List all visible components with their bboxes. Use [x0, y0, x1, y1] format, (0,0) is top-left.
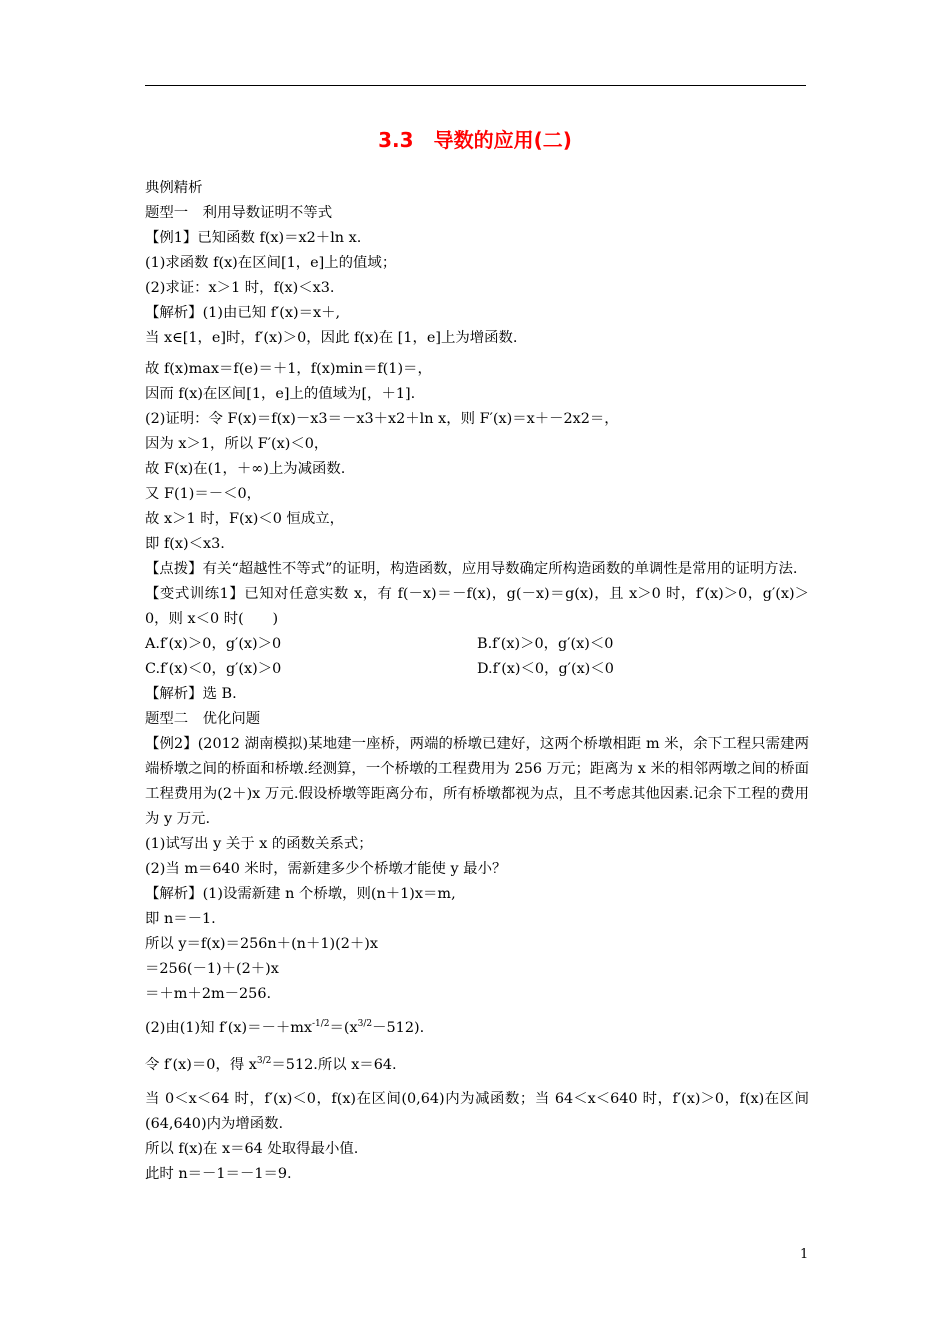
- options-row: [145, 632, 809, 657]
- monotonicity-line: 当 0＜x＜64 时，f′(x)＜0，f(x)在区间(0,64)内为减函数；当 64＜x＜640 时，f′(x)＞0，f(x)在区间(64,640)内为增函数.: [145, 1091, 809, 1132]
- option-b: B.f′(x)＞0，g′(x)＜0: [477, 636, 614, 652]
- example1-question1: (1)求函数 f(x)在区间[1，e]上的值域；: [145, 255, 397, 271]
- solution-line: 因为 x＞1，所以 F′(x)＜0，: [145, 436, 329, 452]
- solution-line: 故 f(x)max＝f(e)＝＋1，f(x)min＝f(1)＝，: [145, 361, 432, 377]
- zero-line: 令 f′(x)＝0，得 $x^{3/2}=512$.所以 x＝64.: [145, 1056, 397, 1073]
- example2-prompt: 【例2】(2012 湖南模拟)某地建一座桥，两端的桥墩已建好，这两个桥墩相距 m 米，余下工程只需建两端桥墩之间的桥面和桥墩.经测算，一个桥墩的工程费用为 256 万元；距离为 x 米的相邻两墩之间的桥面工程费用为(2＋)x 万元.假设桥墩等距离分布，所有桥墩都视为点，且不考虑其他因素.记余下工程的费用为 y 万元.: [145, 736, 809, 827]
- exponent: -1/2: [312, 1019, 330, 1030]
- solution-line: 因而 f(x)在区间[1，e]上的值域为[，＋1].: [145, 386, 416, 402]
- derivative-line: (2)由(1)知 $f'(x)=-+mx^{-1/2}=(x^{3/2}-512)$.: [145, 1019, 425, 1036]
- variant1-answer: 【解析】选 B.: [145, 686, 237, 702]
- header-rule: [145, 85, 806, 86]
- example1-tip: 【点拨】有关“超越性不等式”的证明，构造函数，应用导数确定所构造函数的单调性是常用的证明方法.: [145, 561, 798, 577]
- options-row: [145, 657, 809, 682]
- example1-prompt: 【例1】已知函数 f(x)＝x2＋ln x.: [145, 230, 362, 246]
- example1-question2: (2)求证：x＞1 时，f(x)＜x3.: [145, 280, 335, 296]
- solution-line: 所以 y＝f(x)＝256n＋(n＋1)(2＋)x: [145, 936, 378, 952]
- solution-line: 故 x＞1 时，F(x)＜0 恒成立，: [145, 511, 344, 527]
- exponent: 3/2: [256, 1056, 272, 1067]
- solution-line: ＝256(－1)＋(2＋)x: [145, 961, 279, 977]
- solution-line: 即 n＝－1.: [145, 911, 216, 927]
- option-a: A.f′(x)＞0，g′(x)＞0: [145, 636, 282, 652]
- variant1-prompt: 【变式训练1】已知对任意实数 x，有 f(－x)＝－f(x)，g(－x)＝g(x)，且 x＞0 时，f′(x)＞0，g′(x)＞0，则 x＜0 时( ): [145, 586, 809, 627]
- example2-question2: (2)当 m＝640 米时，需新建多少个桥墩才能使 y 最小？: [145, 861, 507, 877]
- option-c: C.f′(x)＜0，g′(x)＞0: [145, 661, 282, 677]
- solution-line: 故 F(x)在(1，＋∞)上为减函数.: [145, 461, 346, 477]
- solution-line: 【解析】(1)设需新建 n 个桥墩，则(n＋1)x＝m,: [145, 886, 456, 902]
- option-d: D.f′(x)＜0，g′(x)＜0: [477, 661, 614, 677]
- solution-line: 所以 f(x)在 x＝64 处取得最小值.: [145, 1141, 359, 1157]
- page-title: 3.3 导数的应用(二): [378, 128, 572, 152]
- solution-line: 当 x∈[1，e]时，f′(x)＞0，因此 f(x)在 [1，e]上为增函数.: [145, 330, 518, 346]
- solution-line: 【解析】(1)由已知 f′(x)＝x＋,: [145, 305, 341, 321]
- solution-line: 此时 n＝－1＝－1＝9.: [145, 1166, 292, 1182]
- example2-question1: (1)试写出 y 关于 x 的函数关系式；: [145, 836, 373, 852]
- exponent: 3/2: [357, 1019, 373, 1030]
- solution-line: 即 f(x)＜x3.: [145, 536, 225, 552]
- solution-line: ＝＋m＋2m－256.: [145, 986, 272, 1002]
- type2-heading: 题型二 优化问题: [145, 711, 261, 727]
- solution-line: 又 F(1)＝－＜0，: [145, 486, 262, 502]
- page-number: 1: [800, 1247, 809, 1262]
- type1-heading: 题型一 利用导数证明不等式: [145, 205, 333, 221]
- document-body: [145, 176, 809, 1187]
- section-heading: 典例精析: [145, 180, 203, 196]
- solution-line: (2)证明：令 F(x)＝f(x)－x3＝－x3＋x2＋ln x，则 F′(x)＝x＋－2x2＝，: [145, 411, 619, 427]
